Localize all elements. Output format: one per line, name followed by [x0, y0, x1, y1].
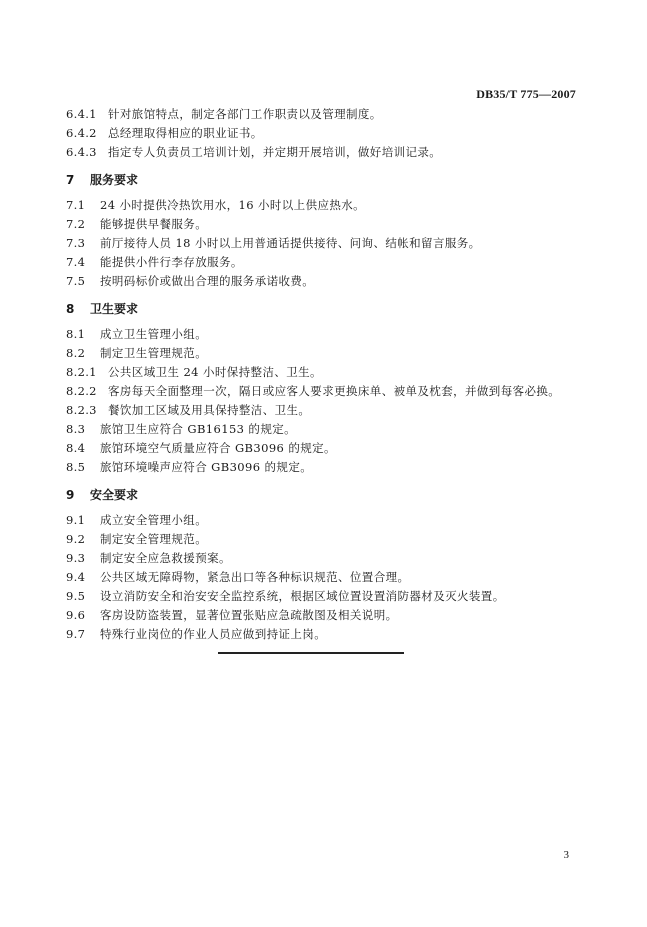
clause-number: 7.2 — [66, 217, 86, 231]
document-code: DB35/T 775—2007 — [476, 87, 576, 101]
clause-text: 制定安全应急救援预案。 — [100, 551, 231, 565]
clause-text: 客房设防盗装置，显著位置张贴应急疏散图及相关说明。 — [100, 608, 398, 622]
clause-8-3 — [66, 420, 586, 439]
clause-number: 6.4.3 — [66, 145, 97, 159]
end-of-document-rule — [218, 652, 404, 654]
section-heading-8 — [66, 298, 586, 320]
clause-number: 8.2.1 — [66, 365, 97, 379]
clause-7-3 — [66, 234, 586, 253]
clause-8-4 — [66, 439, 586, 458]
section-number: 7 — [66, 173, 75, 187]
clause-text: 总经理取得相应的职业证书。 — [108, 126, 263, 140]
clause-number: 6.4.2 — [66, 126, 97, 140]
clause-text: 旅馆卫生应符合 GB16153 的规定。 — [100, 422, 297, 436]
clause-6-4-2 — [66, 124, 586, 143]
clause-text: 按明码标价或做出合理的服务承诺收费。 — [100, 274, 315, 288]
clause-text: 指定专人负责员工培训计划，并定期开展培训，做好培训记录。 — [108, 145, 442, 159]
clause-number: 7.5 — [66, 274, 86, 288]
clause-7-1 — [66, 196, 586, 215]
clause-text: 餐饮加工区域及用具保持整洁、卫生。 — [108, 403, 311, 417]
clause-9-5 — [66, 587, 586, 606]
clause-8-2 — [66, 344, 586, 363]
clause-text: 公共区域无障碍物，紧急出口等各种标识规范、位置合理。 — [100, 570, 410, 584]
clause-number: 8.2.3 — [66, 403, 97, 417]
document-body — [66, 105, 586, 644]
clause-number: 6.4.1 — [66, 107, 97, 121]
clause-number: 9.2 — [66, 532, 86, 546]
clause-9-6 — [66, 606, 586, 625]
clause-8-2-1 — [66, 363, 586, 382]
section-title: 服务要求 — [90, 173, 139, 187]
clause-number: 7.1 — [66, 198, 86, 212]
clause-text: 针对旅馆特点，制定各部门工作职责以及管理制度。 — [108, 107, 382, 121]
clause-text: 前厅接待人员 18 小时以上用普通话提供接待、问询、结帐和留言服务。 — [100, 236, 481, 250]
clause-text: 制定安全管理规范。 — [100, 532, 208, 546]
clause-8-5 — [66, 458, 586, 477]
section-title: 安全要求 — [90, 488, 139, 502]
clause-text: 成立安全管理小组。 — [100, 513, 208, 527]
clause-number: 7.3 — [66, 236, 86, 250]
clause-9-4 — [66, 568, 586, 587]
section-heading-9 — [66, 484, 586, 506]
clause-number: 9.1 — [66, 513, 86, 527]
section-number: 9 — [66, 488, 75, 502]
section-heading-7 — [66, 169, 586, 191]
clause-9-3 — [66, 549, 586, 568]
clause-7-4 — [66, 253, 586, 272]
clause-text: 制定卫生管理规范。 — [100, 346, 208, 360]
clause-text: 24 小时提供冷热饮用水，16 小时以上供应热水。 — [100, 198, 366, 212]
clause-number: 8.3 — [66, 422, 86, 436]
clause-number: 8.1 — [66, 327, 86, 341]
section-number: 8 — [66, 302, 75, 316]
clause-8-1 — [66, 325, 586, 344]
clause-number: 8.2 — [66, 346, 86, 360]
section-title: 卫生要求 — [90, 302, 139, 316]
clause-8-2-2 — [66, 382, 586, 401]
clause-text: 能提供小件行李存放服务。 — [100, 255, 243, 269]
clause-text: 旅馆环境噪声应符合 GB3096 的规定。 — [100, 460, 313, 474]
clause-6-4-3 — [66, 143, 586, 162]
clause-6-4-1 — [66, 105, 586, 124]
clause-9-2 — [66, 530, 586, 549]
clause-text: 公共区域卫生 24 小时保持整洁、卫生。 — [108, 365, 322, 379]
clause-number: 8.4 — [66, 441, 86, 455]
clause-number: 7.4 — [66, 255, 86, 269]
page-number: 3 — [563, 849, 569, 861]
clause-7-2 — [66, 215, 586, 234]
clause-number: 8.2.2 — [66, 384, 97, 398]
clause-number: 8.5 — [66, 460, 86, 474]
clause-number: 9.3 — [66, 551, 86, 565]
clause-text: 能够提供早餐服务。 — [100, 217, 208, 231]
clause-number: 9.6 — [66, 608, 86, 622]
clause-7-5 — [66, 272, 586, 291]
clause-8-2-3 — [66, 401, 586, 420]
clause-text: 成立卫生管理小组。 — [100, 327, 208, 341]
clause-number: 9.5 — [66, 589, 86, 603]
clause-9-7 — [66, 625, 586, 644]
clause-9-1 — [66, 511, 586, 530]
clause-text: 旅馆环境空气质量应符合 GB3096 的规定。 — [100, 441, 336, 455]
clause-text: 客房每天全面整理一次，隔日或应客人要求更换床单、被单及枕套，并做到每客必换。 — [108, 384, 561, 398]
clause-text: 特殊行业岗位的作业人员应做到持证上岗。 — [100, 627, 327, 641]
clause-text: 设立消防安全和治安安全监控系统，根据区域位置设置消防器材及灭火装置。 — [100, 589, 505, 603]
clause-number: 9.7 — [66, 627, 86, 641]
clause-number: 9.4 — [66, 570, 86, 584]
